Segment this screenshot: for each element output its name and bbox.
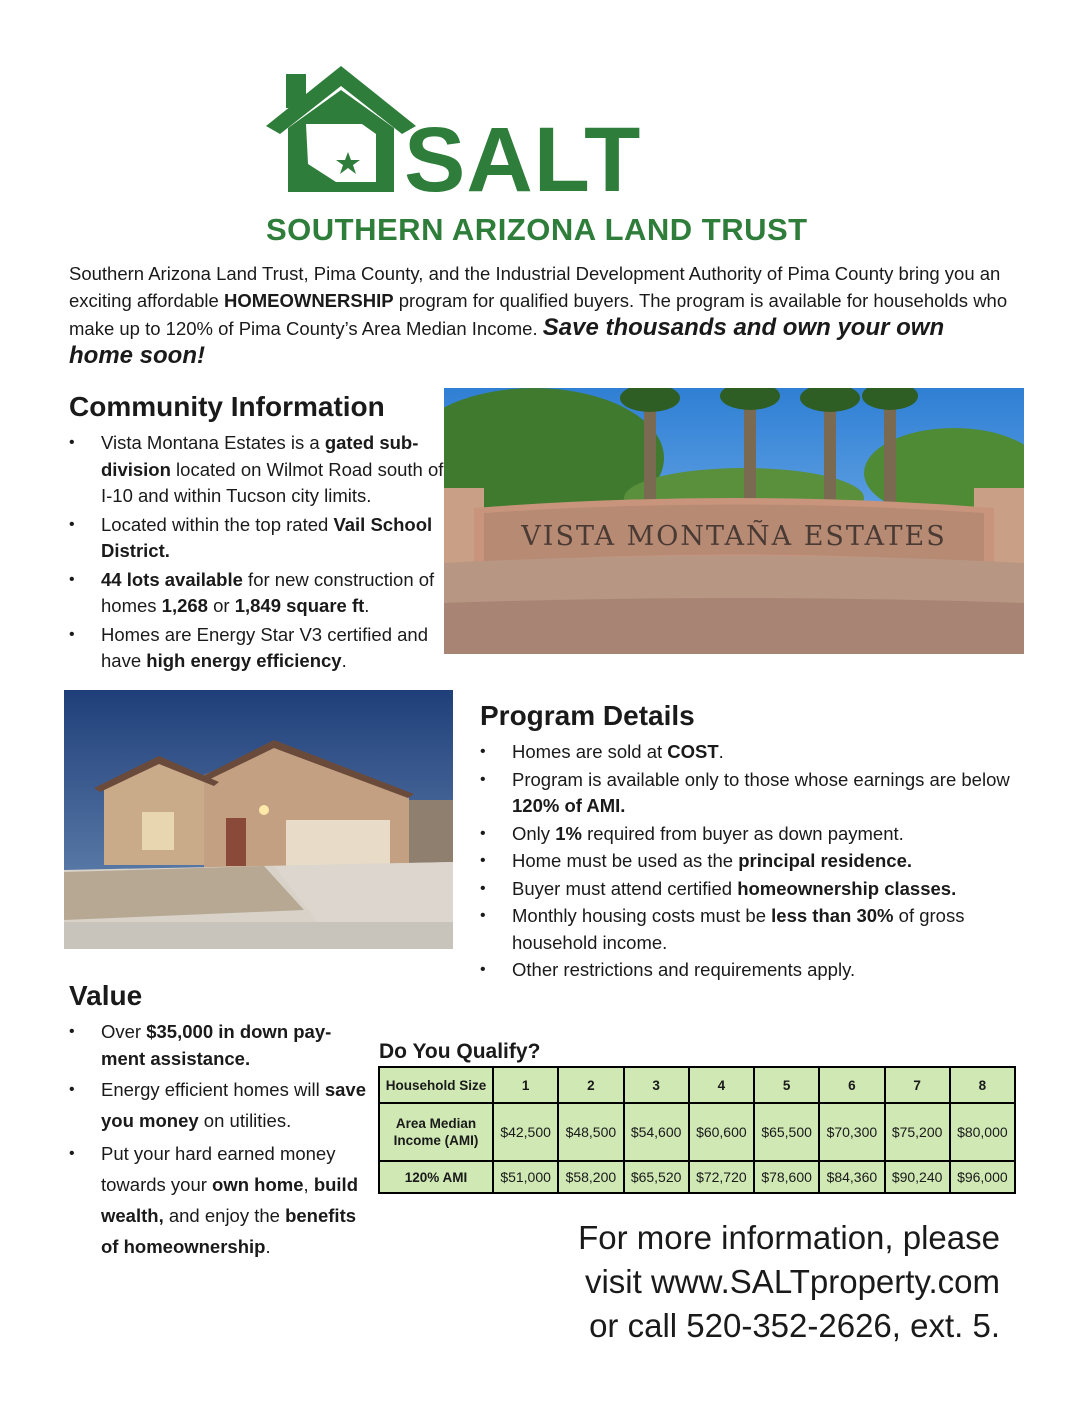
ami-120-cell: $72,720 bbox=[689, 1161, 754, 1193]
qualify-table bbox=[378, 1066, 1016, 1194]
list-item: • Energy efficient homes will save you money on utilities. bbox=[69, 1074, 369, 1136]
household-size-cell: 1 bbox=[493, 1067, 558, 1103]
intro-text: Southern Arizona Land Trust, Pima County, and the Industrial Development Authority of Pima County bring you an exciting affordable bbox=[69, 263, 1001, 311]
list-item: • Vista Montana Estates is a gated sub-division located on Wilmot Road south of I-10 and within Tucson city limits. bbox=[69, 430, 444, 510]
qualify-title: Do You Qualify? bbox=[379, 1040, 541, 1063]
table-row bbox=[379, 1103, 1015, 1161]
ami-120-cell: $65,520 bbox=[624, 1161, 689, 1193]
ami-cell: $54,600 bbox=[624, 1103, 689, 1161]
intro-paragraph bbox=[69, 260, 1014, 370]
community-section bbox=[69, 390, 444, 675]
contact-phone: or call 520-352-2626, ext. 5. bbox=[589, 1307, 1000, 1344]
row-label-120-ami: 120% AMI bbox=[379, 1161, 493, 1193]
intro-bold: HOMEOWNERSHIP bbox=[223, 290, 394, 311]
ami-cell: $75,200 bbox=[885, 1103, 950, 1161]
ami-cell: $70,300 bbox=[819, 1103, 884, 1161]
list-item: • 44 lots available for new construction of homes 1,268 or 1,849 square ft. bbox=[69, 567, 444, 620]
entrance-sign-photo bbox=[444, 388, 1024, 654]
household-size-cell: 3 bbox=[624, 1067, 689, 1103]
intro-text-2: program for qualified buyers. The program is available for households who make up to 120% of Pima County’s Area Median Income. bbox=[69, 290, 1008, 339]
household-size-cell: 7 bbox=[885, 1067, 950, 1103]
contact-website: visit www.SALTproperty.com bbox=[584, 1263, 1000, 1300]
household-size-cell: 2 bbox=[558, 1067, 623, 1103]
list-item: • Home must be used as the principal residence. bbox=[480, 848, 1020, 875]
list-item: • Located within the top rated Vail School District. bbox=[69, 512, 444, 565]
contact-line: For more information, please bbox=[578, 1219, 1000, 1256]
list-item: • Only 1% required from buyer as down payment. bbox=[480, 821, 1020, 848]
ami-cell: $48,500 bbox=[558, 1103, 623, 1161]
ami-cell: $80,000 bbox=[950, 1103, 1015, 1161]
list-item: • Monthly housing costs must be less than 30% of gross household income. bbox=[480, 903, 1020, 956]
logo-subtitle: SOUTHERN ARIZONA LAND TRUST bbox=[266, 212, 808, 247]
community-heading: Community Information bbox=[69, 391, 385, 422]
house-with-arizona-star-icon bbox=[266, 64, 416, 194]
intro-emphasis: Save thousands and own your own home soon! bbox=[69, 314, 945, 369]
sign-text: VISTA MONTAÑA ESTATES bbox=[521, 521, 947, 552]
row-label-household-size: Household Size bbox=[379, 1067, 493, 1103]
ami-120-cell: $78,600 bbox=[754, 1161, 819, 1193]
table-row bbox=[379, 1067, 1015, 1103]
list-item: • Put your hard earned money towards your own home, build wealth, and enjoy the benefits of homeownership. bbox=[69, 1138, 369, 1262]
household-size-cell: 4 bbox=[689, 1067, 754, 1103]
program-heading: Program Details bbox=[480, 700, 695, 731]
value-section bbox=[69, 979, 369, 1262]
list-item: • Other restrictions and requirements apply. bbox=[480, 957, 1020, 984]
ami-120-cell: $90,240 bbox=[885, 1161, 950, 1193]
ami-120-cell: $84,360 bbox=[819, 1161, 884, 1193]
ami-120-cell: $51,000 bbox=[493, 1161, 558, 1193]
row-label-ami: Area Median Income (AMI) bbox=[379, 1103, 493, 1161]
list-item: • Over $35,000 in down pay-ment assistance. bbox=[69, 1019, 369, 1072]
program-section bbox=[480, 699, 1020, 984]
table-row bbox=[379, 1161, 1015, 1193]
ami-120-cell: $96,000 bbox=[950, 1161, 1015, 1193]
household-size-cell: 6 bbox=[819, 1067, 884, 1103]
household-size-cell: 8 bbox=[950, 1067, 1015, 1103]
house-photo bbox=[64, 690, 453, 949]
ami-cell: $65,500 bbox=[754, 1103, 819, 1161]
list-item: • Homes are sold at COST. bbox=[480, 739, 1020, 766]
list-item: • Homes are Energy Star V3 certified and have high energy efficiency. bbox=[69, 622, 444, 675]
value-heading: Value bbox=[69, 980, 143, 1011]
list-item: • Program is available only to those whose earnings are below 120% of AMI. bbox=[480, 767, 1020, 820]
ami-cell: $42,500 bbox=[493, 1103, 558, 1161]
ami-cell: $60,600 bbox=[689, 1103, 754, 1161]
logo-wordmark: SALT bbox=[404, 109, 642, 211]
list-item: • Buyer must attend certified homeownership classes. bbox=[480, 876, 1020, 903]
household-size-cell: 5 bbox=[754, 1067, 819, 1103]
contact-info bbox=[520, 1216, 1000, 1348]
ami-120-cell: $58,200 bbox=[558, 1161, 623, 1193]
